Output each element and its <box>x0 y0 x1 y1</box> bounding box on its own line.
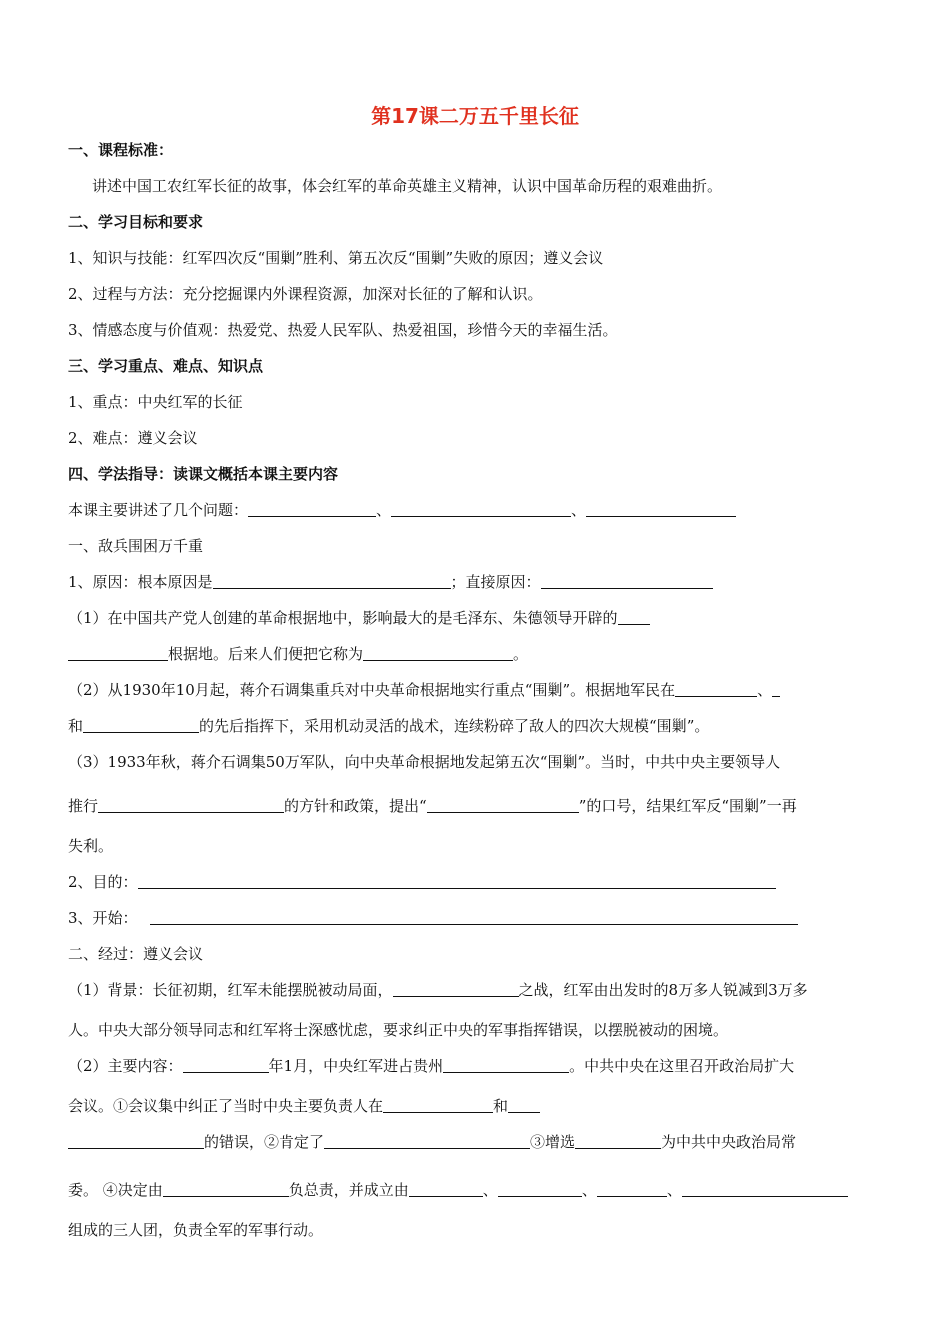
main-content-label: 本课主要讲述了几个问题： <box>68 501 249 519</box>
paragraph-2-text: 、 <box>757 681 773 699</box>
paragraph-2-text: 和 <box>68 717 84 735</box>
start-line <box>68 908 798 928</box>
section-one-heading: 一、敌兵围困万千重 <box>68 537 204 555</box>
meeting-text: 为中共中央政治局常 <box>661 1133 797 1151</box>
cause-line <box>68 572 713 592</box>
paragraph-2-text: 的先后指挥下，采用机动灵活的战术，连续粉碎了敌人的四次大规模“围剿”。 <box>199 717 710 735</box>
heading-key-points: 三、学习重点、难点、知识点 <box>68 357 264 375</box>
blank-base-name[interactable] <box>68 645 168 661</box>
blank-direct-cause[interactable] <box>541 573 713 589</box>
cause-label: 1、原因：根本原因是 <box>68 573 213 591</box>
meeting-text: 年1月，中央红军进占贵州 <box>268 1057 444 1075</box>
heading-study-method: 四、学法指导：读课文概括本课主要内容 <box>68 465 339 483</box>
blank-leader[interactable] <box>163 1181 289 1197</box>
heading-curriculum-standard: 一、课程标准： <box>68 141 174 159</box>
meeting-text: 。中共中央在这里召开政治局扩大 <box>569 1057 795 1075</box>
blank-topic-2[interactable] <box>391 501 571 517</box>
curriculum-standard-text: 讲述中国工农红军长征的故事，体会红军的革命英雄主义精神，认识中国革命历程的艰难曲折。 <box>92 177 723 195</box>
main-content-line-1 <box>68 1056 794 1076</box>
start-label: 3、开始： <box>68 909 138 927</box>
blank-city[interactable] <box>443 1057 569 1073</box>
blank-topic-1[interactable] <box>248 501 376 517</box>
main-content-line-4 <box>68 1180 848 1200</box>
background-text: 之战，红军由出发时的8万多人锐减到3万多 <box>518 981 808 999</box>
meeting-text: 的错误，②肯定了 <box>204 1133 325 1151</box>
blank-commander-1[interactable] <box>675 681 757 697</box>
main-content-line-5: 组成的三人团，负责全军的军事行动。 <box>68 1221 324 1239</box>
meeting-text: 、 <box>482 1181 498 1199</box>
purpose-label: 2、目的： <box>68 873 138 891</box>
paragraph-3-text: 推行 <box>68 797 99 815</box>
separator: 、 <box>376 501 392 519</box>
meeting-text: 负总责，并成立由 <box>288 1181 409 1199</box>
goal-process: 2、过程与方法：充分挖掘课内外课程资源，加深对长征的了解和认识。 <box>68 285 543 303</box>
background-line-2: 人。中央大部分领导同志和红军将士深感忧虑，要求纠正中央的军事指挥错误，以摆脱被动的困境。 <box>68 1021 729 1039</box>
background-text: （1）背景：长征初期，红军未能摆脱被动局面， <box>68 981 393 999</box>
paragraph-2-text: （2）从1930年10月起，蒋介石调集重兵对中央革命根据地实行重点“围剿”。根据地军民在 <box>68 681 676 699</box>
blank-error-2-start[interactable] <box>508 1097 540 1113</box>
blank-error-2[interactable] <box>68 1133 204 1149</box>
separator: 、 <box>571 501 587 519</box>
meeting-text: 、 <box>666 1181 682 1199</box>
blank-year[interactable] <box>183 1057 269 1073</box>
meeting-text: ③增选 <box>530 1133 576 1151</box>
blank-member-4[interactable] <box>682 1181 848 1197</box>
blank-base-alias[interactable] <box>363 645 513 661</box>
blank-affirmed[interactable] <box>324 1133 530 1149</box>
blank-base-name-start[interactable] <box>618 609 650 625</box>
blank-member-1[interactable] <box>409 1181 483 1197</box>
blank-battle[interactable] <box>393 981 519 997</box>
paragraph-1-text: 。 <box>513 645 529 663</box>
goal-knowledge: 1、知识与技能：红军四次反“围剿”胜利、第五次反“围剿”失败的原因；遵义会议 <box>68 249 604 267</box>
blank-topic-3[interactable] <box>586 501 736 517</box>
blank-commander-2-start[interactable] <box>772 681 780 697</box>
blank-slogan[interactable] <box>427 797 579 813</box>
purpose-line <box>68 872 776 892</box>
blank-root-cause[interactable] <box>213 573 451 589</box>
blank-start[interactable] <box>150 909 798 925</box>
background-line-1 <box>68 980 808 1000</box>
blank-policy[interactable] <box>98 797 284 813</box>
direct-cause-label: ；直接原因： <box>450 573 541 591</box>
meeting-text: 会议。①会议集中纠正了当时中央主要负责人在 <box>68 1097 384 1115</box>
blank-member-2[interactable] <box>498 1181 582 1197</box>
blank-purpose[interactable] <box>138 873 776 889</box>
blank-error-1[interactable] <box>383 1097 493 1113</box>
paragraph-3-line-2 <box>68 796 797 816</box>
meeting-text: 委。 ④决定由 <box>68 1181 163 1199</box>
blank-member-3[interactable] <box>597 1181 667 1197</box>
blank-elected[interactable] <box>575 1133 661 1149</box>
main-content-line-2 <box>68 1096 540 1116</box>
main-content-line <box>68 500 736 520</box>
paragraph-1-line-2 <box>68 644 528 664</box>
paragraph-3-line-1: （3）1933年秋，蒋介石调集50万军队，向中央革命根据地发起第五次“围剿”。当时，中共中央主要领导人 <box>68 753 781 771</box>
paragraph-2-line-2 <box>68 716 709 736</box>
meeting-text: 和 <box>493 1097 509 1115</box>
lesson-title: 第17课二万五千里长征 <box>371 104 579 128</box>
paragraph-2-line-1 <box>68 680 780 700</box>
paragraph-3-text: ”的口号，结果红军反“围剿”一再 <box>578 797 797 815</box>
blank-commander-2[interactable] <box>83 717 199 733</box>
meeting-text: （2）主要内容： <box>68 1057 183 1075</box>
paragraph-1-text: （1）在中国共产党人创建的革命根据地中，影响最大的是毛泽东、朱德领导开辟的 <box>68 609 618 627</box>
main-content-line-3 <box>68 1132 796 1152</box>
paragraph-3-text: 的方针和政策，提出“ <box>284 797 427 815</box>
meeting-text: 、 <box>581 1181 597 1199</box>
goal-attitude: 3、情感态度与价值观：热爱党、热爱人民军队、热爱祖国，珍惜今天的幸福生活。 <box>68 321 618 339</box>
heading-goals: 二、学习目标和要求 <box>68 213 204 231</box>
paragraph-1-line-1 <box>68 608 650 628</box>
section-two-heading: 二、经过：遵义会议 <box>68 945 204 963</box>
key-point: 1、重点：中央红军的长征 <box>68 393 243 411</box>
paragraph-3-line-3: 失利。 <box>68 837 114 855</box>
paragraph-1-text: 根据地。后来人们便把它称为 <box>168 645 364 663</box>
difficult-point: 2、难点：遵义会议 <box>68 429 198 447</box>
